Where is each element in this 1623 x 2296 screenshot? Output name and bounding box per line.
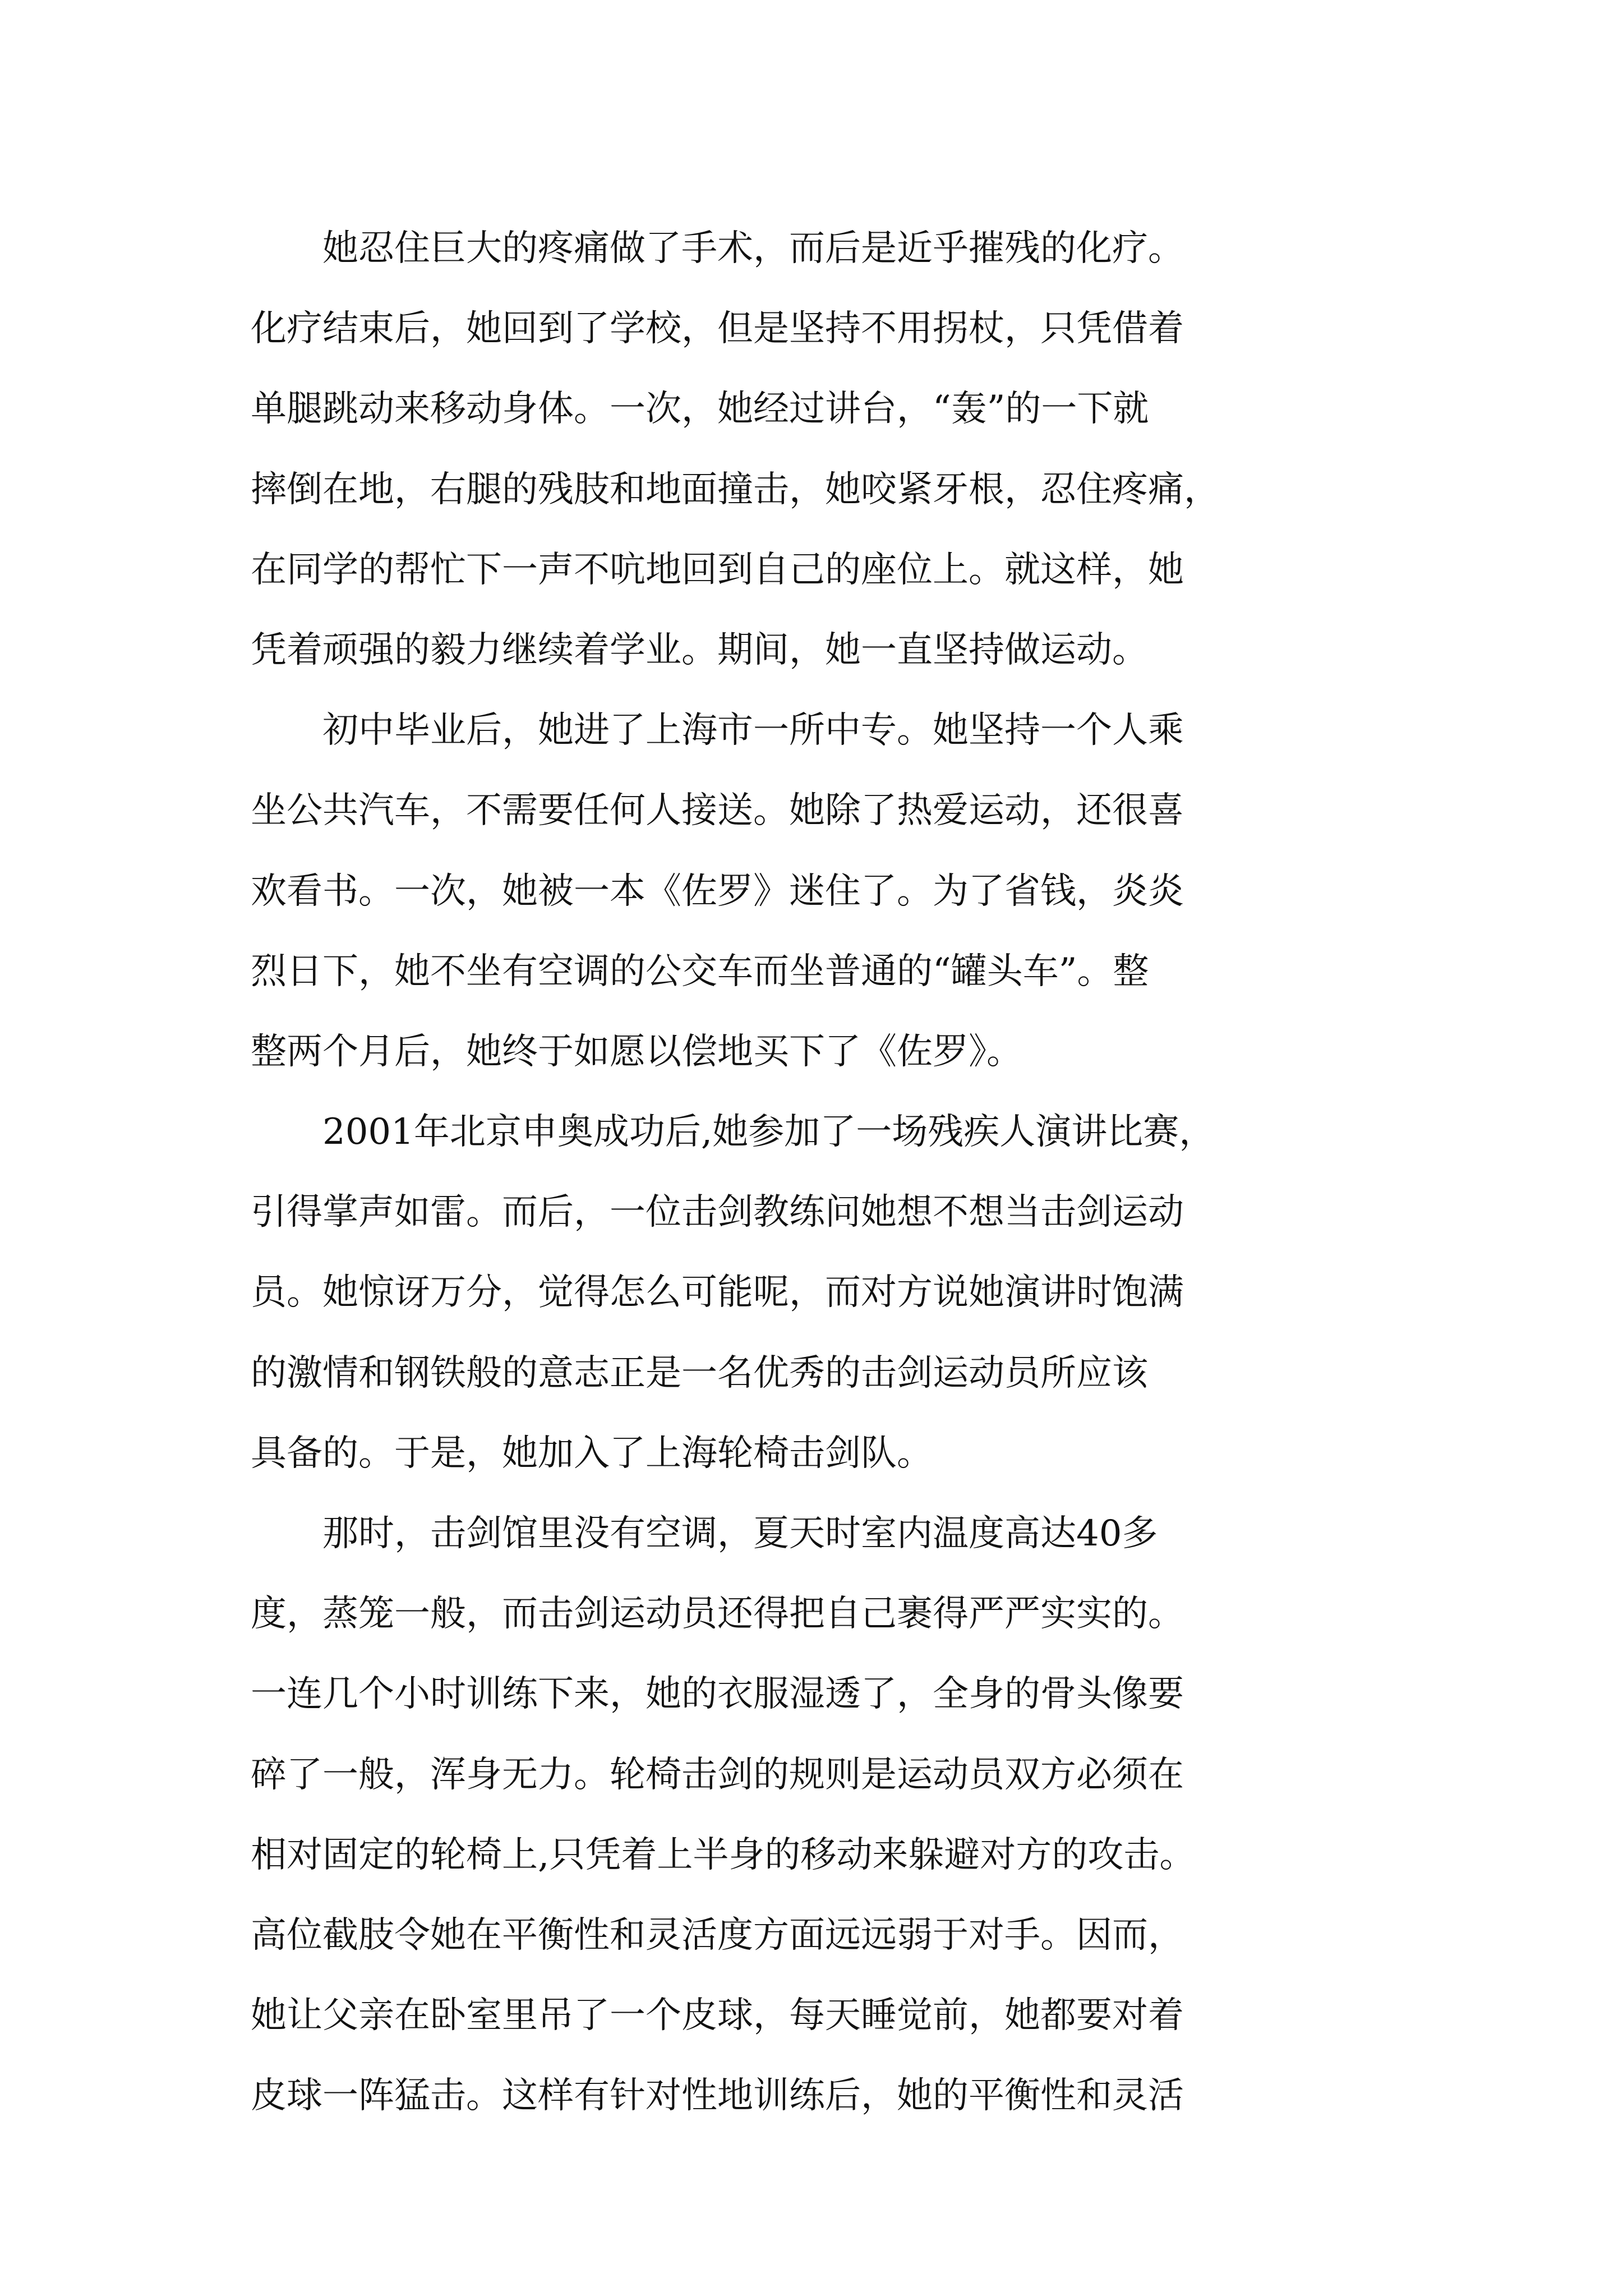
text-line: 员。她惊讶万分，觉得怎么可能呢，而对方说她演讲时饱满 [251, 1272, 1184, 1314]
document-body [251, 209, 1395, 2137]
paragraph-school [251, 691, 1395, 1092]
text-line: 引得掌声如雷。而后，一位击剑教练问她想不想当击剑运动 [251, 1191, 1184, 1234]
text-line: 单腿跳动来移动身体。一次，她经过讲台，“轰”的一下就 [251, 388, 1149, 430]
text-line: 她忍住巨大的疼痛做了手术，而后是近乎摧残的化疗。 [251, 228, 1184, 269]
text-line: 皮球一阵猛击。这样有针对性地训练后，她的平衡性和灵活 [251, 2075, 1184, 2117]
text-line: 欢看书。一次，她被一本《佐罗》迷住了。为了省钱，炎炎 [251, 870, 1184, 912]
paragraph-fencing-start [251, 1092, 1395, 1494]
text-line: 初中毕业后，她进了上海市一所中专。她坚持一个人乘 [251, 710, 1184, 752]
text-line: 高位截肢令她在平衡性和灵活度方面远远弱于对手。因而， [251, 1914, 1184, 1956]
text-line: 的激情和钢铁般的意志正是一名优秀的击剑运动员所应该 [251, 1352, 1148, 1394]
text-line: 化疗结束后，她回到了学校，但是坚持不用拐杖，只凭借着 [251, 308, 1184, 350]
text-line: 那时，击剑馆里没有空调，夏天时室内温度高达40多 [251, 1513, 1158, 1554]
text-line: 一连几个小时训练下来，她的衣服湿透了，全身的骨头像要 [251, 1673, 1184, 1715]
text-line: 整两个月后，她终于如愿以偿地买下了《佐罗》。 [251, 1030, 1022, 1073]
paragraph-training [251, 1494, 1395, 2137]
text-line: 烈日下，她不坐有空调的公交车而坐普通的“罐头车”。整 [251, 950, 1149, 992]
text-line: 凭着顽强的毅力继续着学业。期间，她一直坚持做运动。 [251, 629, 1148, 671]
text-line: 具备的。于是，她加入了上海轮椅击剑队。 [251, 1432, 933, 1474]
text-line: 她让父亲在卧室里吊了一个皮球，每天睡觉前，她都要对着 [251, 1995, 1184, 2037]
text-line: 碎了一般，浑身无力。轮椅击剑的规则是运动员双方必须在 [251, 1754, 1184, 1796]
text-line: 相对固定的轮椅上,只凭着上半身的移动来躲避对方的攻击。 [251, 1834, 1196, 1876]
text-line: 2001年北京申奥成功后,她参加了一场残疾人演讲比赛， [251, 1111, 1215, 1153]
paragraph-surgery [251, 209, 1395, 691]
text-line: 摔倒在地，右腿的残肢和地面撞击，她咬紧牙根，忍住疼痛， [251, 468, 1220, 510]
text-line: 在同学的帮忙下一声不吭地回到自己的座位上。就这样，她 [251, 549, 1184, 591]
text-line: 度，蒸笼一般，而击剑运动员还得把自己裹得严严实实的。 [251, 1593, 1184, 1635]
text-line: 坐公共汽车，不需要任何人接送。她除了热爱运动，还很喜 [251, 790, 1184, 832]
